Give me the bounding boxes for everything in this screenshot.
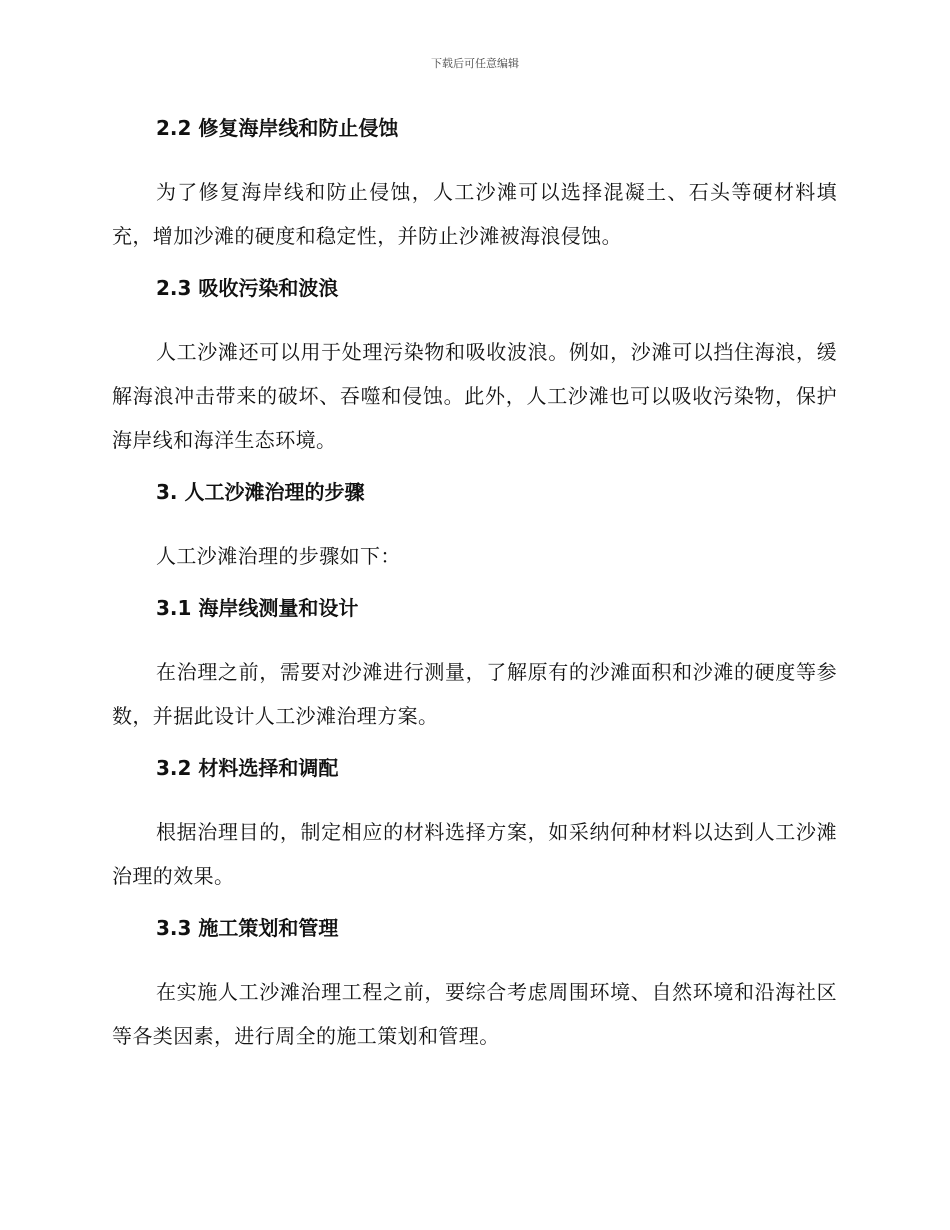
paragraph: 人工沙滩治理的步骤如下： [156, 544, 401, 568]
section-heading: 3. 人工沙滩治理的步骤 [156, 480, 365, 504]
section-heading: 3.1 海岸线测量和设计 [156, 596, 359, 620]
paragraph: 在治理之前，需要对沙滩进行测量，了解原有的沙滩面积和沙滩的硬度等参数，并据此设计人工沙滩治理方案。 [112, 660, 837, 728]
paragraph: 在实施人工沙滩治理工程之前，要综合考虑周围环境、自然环境和沿海社区等各类因素，进行周全的施工策划和管理。 [112, 980, 837, 1048]
section-heading: 3.3 施工策划和管理 [156, 916, 339, 940]
section-heading: 3.2 材料选择和调配 [156, 756, 339, 780]
page-header: 下载后可任意编辑 [431, 57, 519, 70]
paragraph: 人工沙滩还可以用于处理污染物和吸收波浪。例如，沙滩可以挡住海浪，缓解海浪冲击带来的破坏、吞噬和侵蚀。此外，人工沙滩也可以吸收污染物，保护海岸线和海洋生态环境。 [112, 340, 837, 452]
section-heading: 2.2 修复海岸线和防止侵蚀 [156, 116, 399, 140]
paragraph: 为了修复海岸线和防止侵蚀，人工沙滩可以选择混凝土、石头等硬材料填充，增加沙滩的硬度和稳定性，并防止沙滩被海浪侵蚀。 [112, 180, 837, 248]
section-heading: 2.3 吸收污染和波浪 [156, 276, 339, 300]
document-body [112, 112, 837, 1072]
paragraph: 根据治理目的，制定相应的材料选择方案，如采纳何种材料以达到人工沙滩治理的效果。 [112, 820, 837, 888]
